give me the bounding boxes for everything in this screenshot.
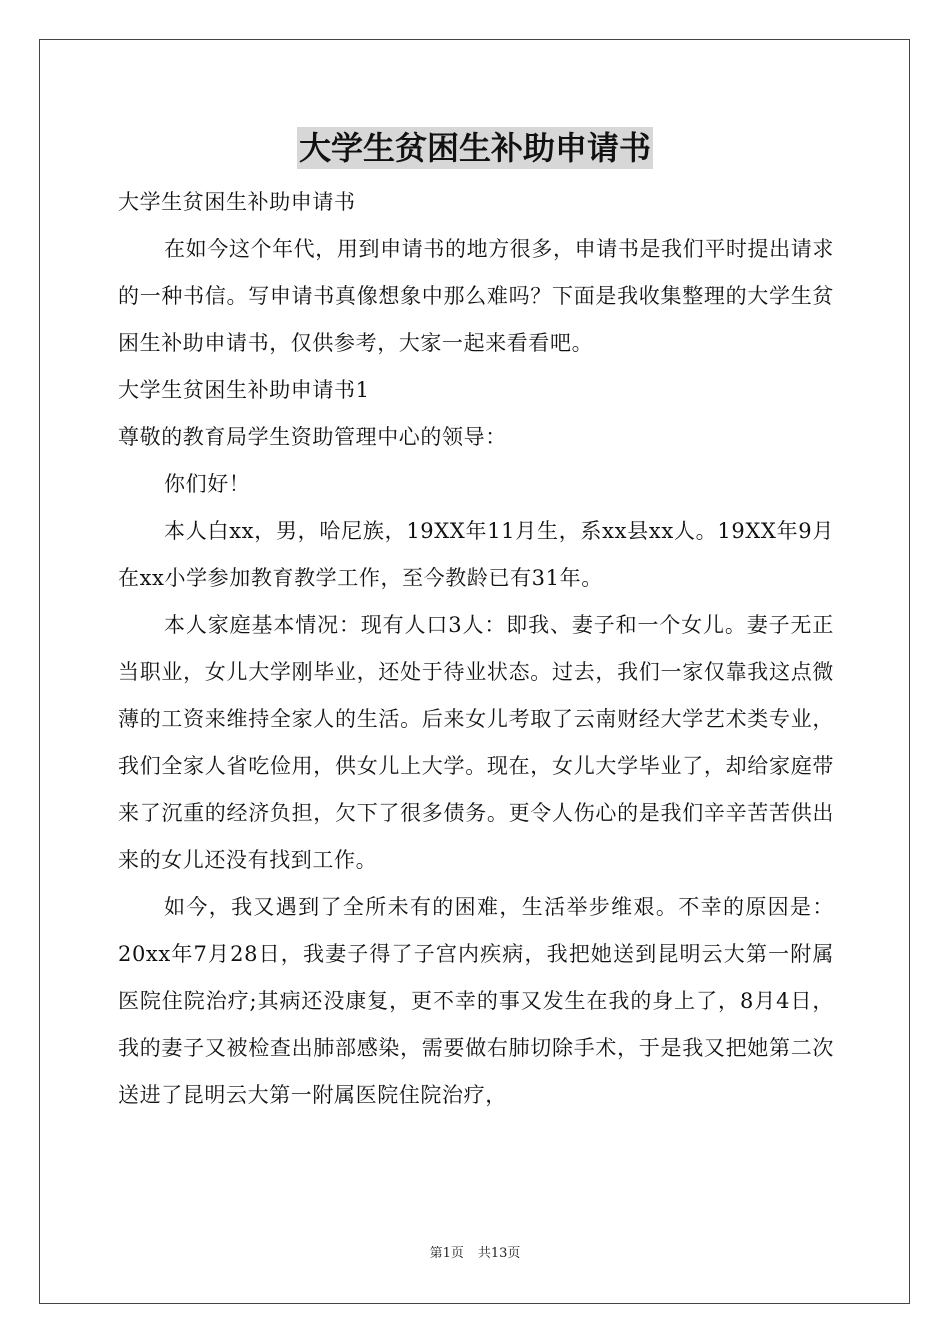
page-number: 第1页 <box>429 1246 464 1261</box>
paragraph: 本人白xx，男，哈尼族，19XX年11月生，系xx县xx人。19XX年9月在xx小学参加教育教学工作，至今教龄已有31年。 <box>118 519 834 590</box>
paragraph: 你们好！ <box>164 472 251 496</box>
page-footer <box>0 1245 950 1263</box>
paragraph: 尊敬的教育局学生资助管理中心的领导： <box>118 425 507 449</box>
title-area <box>0 127 950 169</box>
document-body <box>118 179 834 1119</box>
paragraph: 在如今这个年代，用到申请书的地方很多，申请书是我们平时提出请求的一种书信。写申请书真像想象中那么难吗？下面是我收集整理的大学生贫困生补助申请书，仅供参考，大家一起来看看吧。 <box>118 237 834 355</box>
paragraph: 大学生贫困生补助申请书1 <box>118 378 370 402</box>
page-total: 共13页 <box>477 1246 521 1261</box>
paragraph: 本人家庭基本情况：现有人口3人：即我、妻子和一个女儿。妻子无正当职业，女儿大学刚毕业，还处于待业状态。过去，我们一家仅靠我这点微薄的工资来维持全家人的生活。后来女儿考取了云南财经大学艺术类专业，我们全家人省吃俭用，供女儿上大学。现在，女儿大学毕业了，却给家庭带来了沉重的经济负担，欠下了很多债务。更令人伤心的是我们辛辛苦苦供出来的女儿还没有找到工作。 <box>118 613 834 872</box>
paragraph: 如今，我又遇到了全所未有的困难，生活举步维艰。不幸的原因是：20xx年7月28日，我妻子得了子宫内疾病，我把她送到昆明云大第一附属医院住院治疗;其病还没康复，更不幸的事又发生在我的身上了，8月4日，我的妻子又被检查出肺部感染，需要做右肺切除手术，于是我又把她第二次送进了昆明云大第一附属医院住院治疗， <box>118 895 834 1107</box>
document-title: 大学生贫困生补助申请书 <box>298 129 651 167</box>
paragraph: 大学生贫困生补助申请书 <box>118 190 356 214</box>
